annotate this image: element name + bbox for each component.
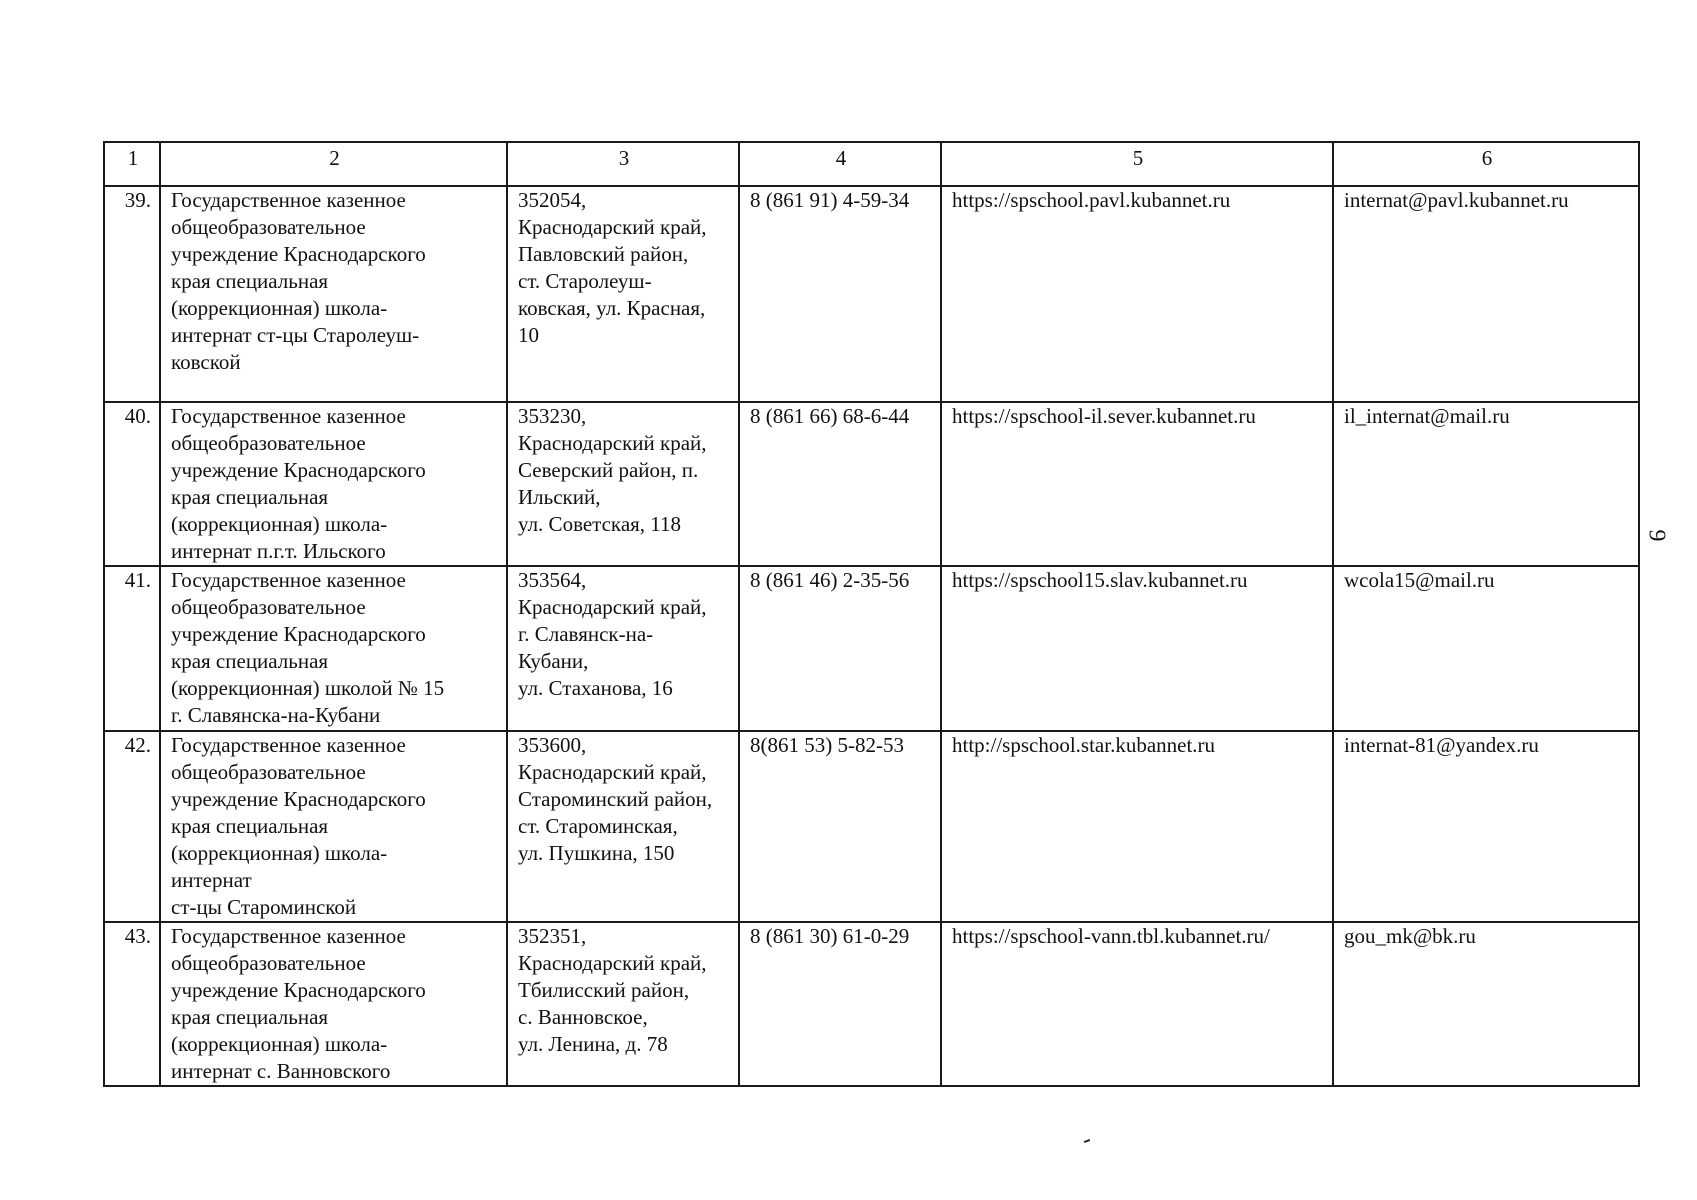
column-header-2: 2 [160, 142, 507, 186]
row-number: 40. [104, 402, 160, 566]
row-number: 43. [104, 922, 160, 1086]
table-row [104, 566, 1639, 731]
institution-email: il_internat@mail.ru [1333, 402, 1639, 566]
scan-artifact [1084, 1139, 1090, 1143]
table-row [104, 402, 1639, 566]
institution-website: https://spschool.pavl.kubannet.ru [941, 186, 1333, 402]
column-header-4: 4 [739, 142, 941, 186]
institution-address: 353230, Краснодарский край, Северский район, п. Ильский, ул. Советская, 118 [507, 402, 739, 566]
institution-email: internat-81@yandex.ru [1333, 731, 1639, 922]
institution-phone: 8 (861 46) 2-35-56 [739, 566, 941, 731]
institution-phone: 8 (861 66) 68-6-44 [739, 402, 941, 566]
institution-name: Государственное казенное общеобразовательное учреждение Краснодарского края специальная (коррекционная) школа- интернат ст-цы Староминской [160, 731, 507, 922]
institution-website: https://spschool-vann.tbl.kubannet.ru/ [941, 922, 1333, 1086]
institution-name: Государственное казенное общеобразовательное учреждение Краснодарского края специальная (коррекционная) школа- интернат п.г.т. Ильского [160, 402, 507, 566]
institution-phone: 8(861 53) 5-82-53 [739, 731, 941, 922]
institution-address: 353564, Краснодарский край, г. Славянск-на- Кубани, ул. Стаханова, 16 [507, 566, 739, 731]
row-number: 42. [104, 731, 160, 922]
institution-address: 352351, Краснодарский край, Тбилисский район, с. Ванновское, ул. Ленина, д. 78 [507, 922, 739, 1086]
institution-website: https://spschool15.slav.kubannet.ru [941, 566, 1333, 731]
table-row [104, 731, 1639, 922]
institution-website: https://spschool-il.sever.kubannet.ru [941, 402, 1333, 566]
table-row [104, 186, 1639, 402]
institution-email: wcola15@mail.ru [1333, 566, 1639, 731]
institution-phone: 8 (861 30) 61-0-29 [739, 922, 941, 1086]
row-number: 39. [104, 186, 160, 402]
institution-email: gou_mk@bk.ru [1333, 922, 1639, 1086]
institution-phone: 8 (861 91) 4-59-34 [739, 186, 941, 402]
institution-website: http://spschool.star.kubannet.ru [941, 731, 1333, 922]
institution-address: 352054, Краснодарский край, Павловский район, ст. Старолеуш- ковская, ул. Красная, 10 [507, 186, 739, 402]
column-number-row [104, 142, 1639, 186]
column-header-3: 3 [507, 142, 739, 186]
institutions-table [103, 141, 1640, 1087]
column-header-6: 6 [1333, 142, 1639, 186]
column-header-1: 1 [104, 142, 160, 186]
institution-name: Государственное казенное общеобразовательное учреждение Краснодарского края специальная (коррекционная) школа- интернат ст-цы Старолеуш- ковской [160, 186, 507, 402]
table-row [104, 922, 1639, 1086]
column-header-5: 5 [941, 142, 1333, 186]
institution-name: Государственное казенное общеобразовательное учреждение Краснодарского края специальная (коррекционная) школа- интернат с. Ванновского [160, 922, 507, 1086]
page-number: 9 [1643, 529, 1670, 542]
institution-address: 353600, Краснодарский край, Староминский район, ст. Староминская, ул. Пушкина, 150 [507, 731, 739, 922]
institution-name: Государственное казенное общеобразовательное учреждение Краснодарского края специальная (коррекционная) школой № 15 г. Славянска-на-Кубани [160, 566, 507, 731]
institution-email: internat@pavl.kubannet.ru [1333, 186, 1639, 402]
row-number: 41. [104, 566, 160, 731]
